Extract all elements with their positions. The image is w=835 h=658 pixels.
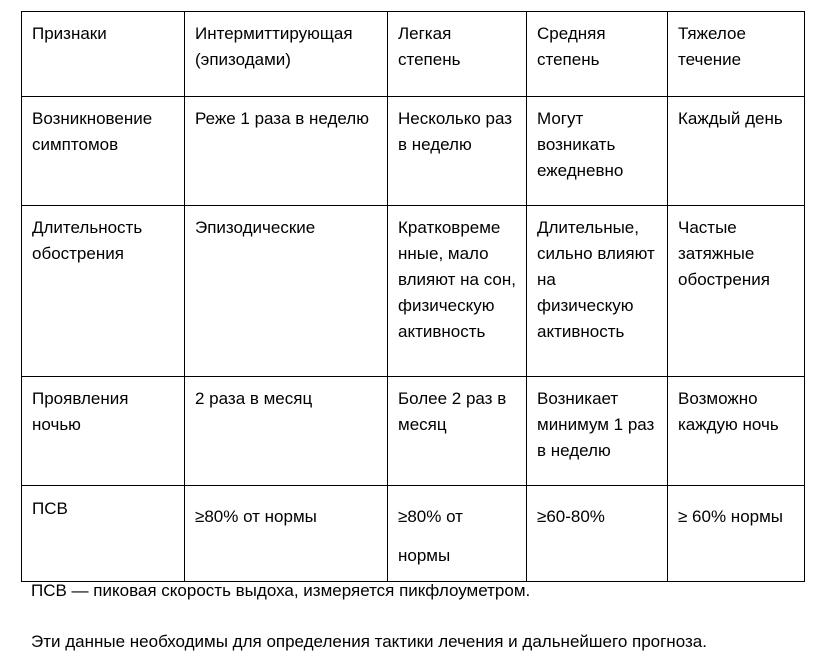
- row-label-psv: ПСВ: [22, 486, 185, 582]
- header-cell-severe: Тяжелое течение: [668, 12, 805, 97]
- header-cell-mild: Легкая степень: [388, 12, 527, 97]
- header-cell-signs: Признаки: [22, 12, 185, 97]
- row-label-night: Проявления ночью: [22, 377, 185, 486]
- row-label-symptoms: Возникновение симптомов: [22, 97, 185, 206]
- cell-night-severe: Возможно каждую ночь: [668, 377, 805, 486]
- table-header-row: [22, 12, 805, 97]
- cell-psv-severe: ≥ 60% нормы: [668, 486, 805, 582]
- table-row-exacerbation: [22, 206, 805, 377]
- purpose-note: Эти данные необходимы для определения тактики лечения и дальнейшего прогноза.: [31, 632, 707, 651]
- header-cell-intermittent: Интермиттирующая (эпизодами): [185, 12, 388, 97]
- asthma-severity-table: [21, 11, 805, 582]
- header-cell-moderate: Средняя степень: [527, 12, 668, 97]
- cell-symptoms-intermittent: Реже 1 раза в неделю: [185, 97, 388, 206]
- table-row-psv: [22, 486, 805, 582]
- cell-psv-moderate: ≥60-80%: [527, 486, 668, 582]
- cell-symptoms-mild: Несколько раз в неделю: [388, 97, 527, 206]
- cell-psv-mild: ≥80% от нормы: [388, 486, 527, 582]
- cell-night-intermittent: 2 раза в месяц: [185, 377, 388, 486]
- table-row-night: [22, 377, 805, 486]
- cell-exacerbation-intermittent: Эпизодические: [185, 206, 388, 377]
- cell-exacerbation-severe: Частые затяжные обострения: [668, 206, 805, 377]
- table-row-symptoms: [22, 97, 805, 206]
- cell-symptoms-moderate: Могут возникать ежедневно: [527, 97, 668, 206]
- cell-psv-intermittent: ≥80% от нормы: [185, 486, 388, 582]
- cell-exacerbation-mild: Кратковреме нные, мало влияют на сон, физическую активность: [388, 206, 527, 377]
- cell-symptoms-severe: Каждый день: [668, 97, 805, 206]
- cell-exacerbation-moderate: Длительные, сильно влияют на физическую активность: [527, 206, 668, 377]
- psv-definition-note: ПСВ — пиковая скорость выдоха, измеряется пикфлоуметром.: [31, 581, 531, 600]
- cell-night-moderate: Возникает минимум 1 раз в неделю: [527, 377, 668, 486]
- cell-night-mild: Более 2 раз в месяц: [388, 377, 527, 486]
- row-label-exacerbation: Длительность обострения: [22, 206, 185, 377]
